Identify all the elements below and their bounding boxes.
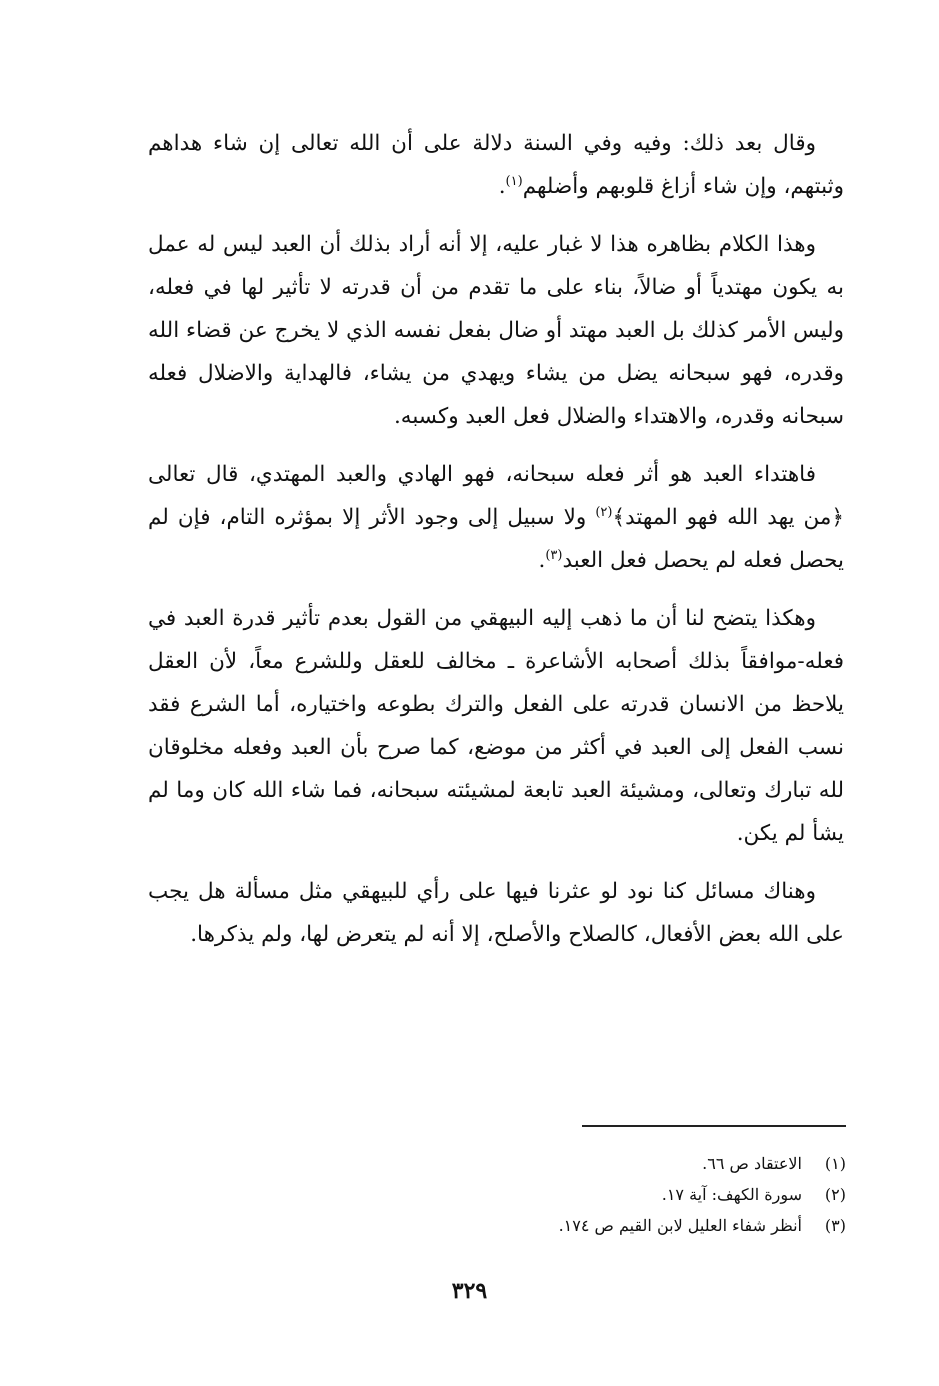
footnotes [480, 1148, 846, 1241]
page-number: ٣٢٩ [451, 1278, 488, 1304]
paragraph-1 [148, 122, 844, 208]
footnote-2-text: سورة الكهف: آية ١٧. [661, 1185, 802, 1204]
footnote-3-text: أنظر شفاء العليل لابن القيم ص ١٧٤. [558, 1216, 802, 1235]
paragraph-4 [148, 597, 844, 855]
main-text [148, 122, 844, 971]
footnote-3-number: (٣) [824, 1216, 846, 1235]
paragraph-2-text: وهذا الكلام بظاهره هذا لا غبار عليه، إلا أنه أراد بذلك أن العبد ليس له عمل به يكون مهتدياً أو ضالاً، بناء على ما تقدم من أن قدرته لا تأثير لها في فعله، وليس الأمر كذلك بل العبد مهتد أو ضال بفعل نفسه الذي لا يخرج عن قضاء الله وقدره، فهو سبحانه يضل من يشاء ويهدي من يشاء، فالهداية والاضلال فعله سبحانه وقدره، والاهتداء والضلال فعل العبد وكسبه. [148, 232, 844, 429]
footnote-1 [480, 1148, 846, 1179]
paragraph-3-end: . [538, 548, 546, 573]
footnote-1-number: (١) [824, 1154, 846, 1173]
paragraph-1-text: وقال بعد ذلك: وفيه وفي السنة دلالة على أن الله تعالى إن شاء هداهم وثبتهم، وإن شاء أزاغ قلوبهم وأضلهم [148, 131, 844, 199]
paragraph-2 [148, 223, 844, 438]
footnote-2 [480, 1179, 846, 1210]
paragraph-5 [148, 870, 844, 956]
footnote-ref-2: (٢) [595, 504, 613, 520]
footnote-ref-1: (١) [505, 173, 523, 189]
paragraph-4-text: وهكذا يتضح لنا أن ما ذهب إليه البيهقي من القول بعدم تأثير قدرة العبد في فعله-موافقاً بذلك أصحابه الأشاعرة ـ مخالف للعقل وللشرع معاً، لأن العقل يلاحظ من الانسان قدرته على الفعل والترك بطوعه واختياره، أما الشرع فقد نسب الفعل إلى العبد في أكثر من موضع، كما صرح بأن العبد وفعله مخلوقان لله تبارك وتعالى، ومشيئة العبد تابعة لمشيئته سبحانه، فما شاء الله كان وما لم يشأ لم يكن. [148, 606, 844, 846]
paragraph-3-text: فاهتداء العبد هو أثر فعله سبحانه، فهو الهادي والعبد المهتدي، قال تعالى ﴿من يهد الله فهو المهتد﴾ [148, 462, 844, 530]
paragraph-1-end: . [498, 174, 506, 199]
footnote-2-number: (٢) [824, 1185, 846, 1204]
paragraph-3 [148, 453, 844, 582]
paragraph-3-continuation: ولا سبيل إلى وجود الأثر إلا بمؤثره التام، فإن لم يحصل فعله لم يحصل فعل العبد [148, 505, 844, 573]
footnote-1-text: الاعتقاد ص ٦٦. [702, 1154, 802, 1173]
footnote-3 [480, 1210, 846, 1241]
footnote-divider [582, 1125, 846, 1127]
paragraph-5-text: وهناك مسائل كنا نود لو عثرنا فيها على رأي للبيهقي مثل مسألة هل يجب على الله بعض الأفعال، كالصلاح والأصلح، إلا أنه لم يتعرض لها، ولم يذكرها. [148, 879, 844, 947]
footnote-ref-3: (٣) [545, 547, 563, 563]
